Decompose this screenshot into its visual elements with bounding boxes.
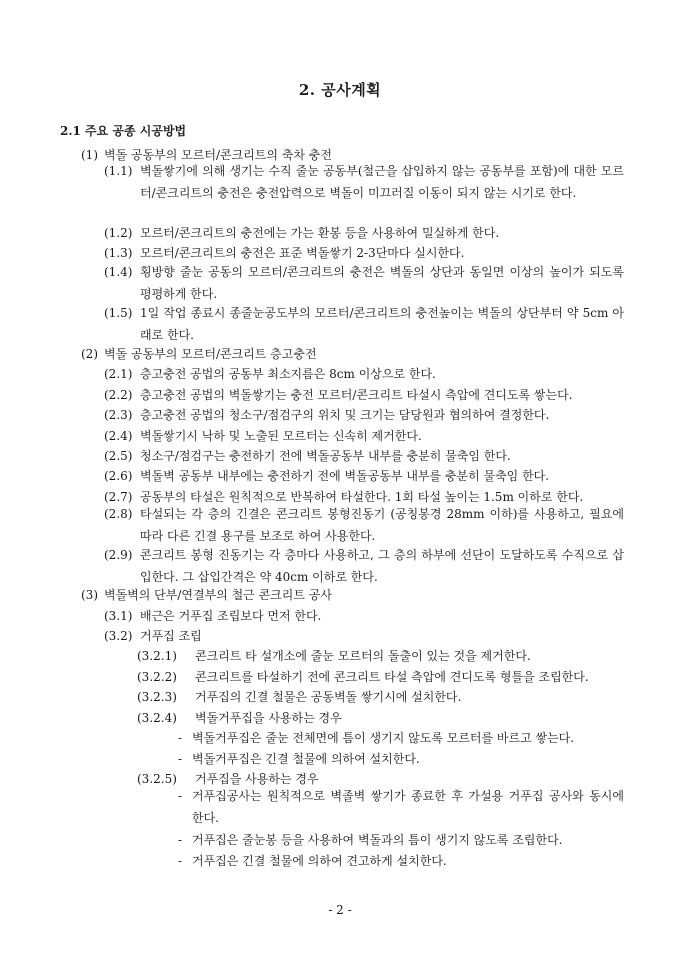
item-text: 거푸집 조립 — [140, 629, 202, 643]
item-text: 콘크리트 타 설개소에 줄눈 모르터의 돌출이 있는 것을 제거한다. — [195, 649, 531, 663]
list-item — [137, 648, 531, 664]
item-label: (1.5) — [104, 306, 133, 320]
item-text: 배근은 거푸집 조립보다 먼저 한다. — [140, 609, 322, 623]
item-text: 거푸집공사는 원칙적으로 벽졸벽 쌓기가 종료한 후 가설용 거푸집 공사와 동시에 한다. — [192, 789, 624, 825]
item-label: (2.5) — [104, 449, 133, 463]
item-label: (3.2.2) — [137, 670, 177, 684]
item-text: 벽돌거푸집은 긴결 철물에 의하여 설치한다. — [192, 752, 420, 766]
item-text: 거푸집의 긴결 철물은 공동벽돌 쌓기시에 설치한다. — [195, 690, 462, 704]
list-item — [104, 608, 321, 624]
item-text: 콘크리트를 타설하기 전에 콘크리트 타설 측압에 견디도록 형틀을 조립한다. — [195, 670, 589, 684]
list-item — [104, 387, 573, 403]
item-label: (1.2) — [104, 226, 133, 240]
item-text: 콘크리트 봉형 진동기는 각 층마다 사용하고, 그 층의 하부에 선단이 도달하도록 수직으로 삽입한다. 그 삽입간격은 약 40cm 이하로 한다. — [140, 548, 624, 584]
list-item — [137, 689, 461, 705]
list-item — [104, 225, 499, 241]
item-label: (2.4) — [104, 429, 133, 443]
list-item — [104, 161, 624, 204]
dash-marker: - — [178, 789, 183, 803]
item-text: 횡방향 줄눈 공동의 모르터/콘크리트의 충전은 벽돌의 상단과 동일면 이상의 높이가 되도록 평평하게 한다. — [140, 265, 624, 301]
list-item — [178, 751, 420, 767]
list-item — [81, 587, 332, 603]
item-label: (2.7) — [104, 490, 133, 504]
item-label: (3.2) — [104, 629, 133, 643]
item-label: (3.2.4) — [137, 711, 177, 725]
list-item — [178, 730, 574, 746]
list-item — [104, 448, 511, 464]
list-item — [137, 710, 342, 726]
item-text: 벽돌거푸집은 줄눈 전체면에 틈이 생기지 않도록 모르터를 바르고 쌓는다. — [192, 731, 575, 745]
list-item — [104, 245, 464, 261]
item-text: 벽돌벽의 단부/연결부의 철근 콘크리트 공사 — [104, 588, 332, 602]
item-label: (3) — [81, 588, 98, 602]
item-label: (2.8) — [104, 507, 133, 521]
item-text: 층고충전 공법의 공동부 최소지름은 8cm 이상으로 한다. — [140, 367, 436, 381]
list-item — [178, 853, 447, 869]
item-text: 거푸집은 줄눈봉 등을 사용하여 벽돌과의 틈이 생기지 않도록 조립한다. — [192, 833, 563, 847]
item-label: (3.2.1) — [137, 649, 177, 663]
item-text: 공동부의 타설은 원칙적으로 반복하여 타설한다. 1회 타설 높이는 1.5m 이하로 한다. — [140, 490, 584, 504]
dash-marker: - — [178, 731, 183, 745]
item-label: (3.2.3) — [137, 690, 177, 704]
item-text: 벽돌쌓기에 의해 생기는 수직 줄눈 공동부(철근을 삽입하지 않는 공동부를 포함)에 대한 모르터/콘크리트의 충전은 충전압력으로 벽돌이 미끄러질 이동이 되지 않는 시기로 한다. — [140, 164, 624, 200]
item-label: (1.4) — [104, 265, 133, 279]
item-label: (1) — [81, 148, 98, 162]
item-label: (2) — [81, 347, 98, 361]
item-text: 거푸집을 사용하는 경우 — [195, 772, 319, 786]
item-label: (2.9) — [104, 548, 133, 562]
section-heading: 2.1 주요 공종 시공방법 — [60, 124, 187, 138]
item-label: (3.2.5) — [137, 772, 177, 786]
list-item — [104, 504, 624, 547]
list-item — [104, 366, 436, 382]
item-text: 층고충전 공법의 청소구/점검구의 위치 및 크기는 담당원과 협의하여 결정한다. — [140, 408, 550, 422]
item-text: 벽돌 공동부의 모르터/콘크리트 층고충전 — [104, 347, 317, 361]
item-label: (2.2) — [104, 388, 133, 402]
item-text: 벽돌거푸집을 사용하는 경우 — [195, 711, 342, 725]
list-item — [104, 628, 202, 644]
dash-marker: - — [178, 833, 183, 847]
item-label: (2.6) — [104, 469, 133, 483]
list-item — [178, 786, 624, 829]
page-title: 2. 공사계획 — [298, 81, 382, 99]
list-item — [104, 428, 422, 444]
dash-marker: - — [178, 752, 183, 766]
item-text: 1일 작업 종료시 종줄눈공도부의 모르터/콘크리트의 충전높이는 벽돌의 상단부터 약 5cm 아래로 한다. — [140, 306, 624, 342]
list-item — [104, 468, 549, 484]
list-item — [137, 771, 319, 787]
list-item — [104, 303, 624, 346]
item-text: 층고충전 공법의 벽돌쌓기는 충전 모르터/콘크리트 타설시 측압에 견디도록 쌓는다. — [140, 388, 573, 402]
item-label: (2.3) — [104, 408, 133, 422]
list-item — [104, 489, 583, 505]
page-number: - 2 - — [328, 903, 352, 917]
list-item — [137, 669, 589, 685]
item-text: 거푸집은 긴결 철물에 의하여 견고하게 설치한다. — [192, 854, 447, 868]
item-text: 청소구/점검구는 충전하기 전에 벽돌공동부 내부를 충분히 물축임 한다. — [140, 449, 511, 463]
list-item — [81, 346, 317, 362]
item-text: 벽돌 공동부의 모르터/콘크리트의 축차 충전 — [104, 148, 332, 162]
list-item — [104, 262, 624, 305]
item-label: (2.1) — [104, 367, 133, 381]
list-item — [178, 832, 563, 848]
list-item — [104, 407, 549, 423]
item-text: 모르터/콘크리트의 충전에는 가는 환봉 등을 사용하여 밀실하게 한다. — [140, 226, 500, 240]
dash-marker: - — [178, 854, 183, 868]
item-label: (1.1) — [104, 164, 133, 178]
item-text: 모르터/콘크리트의 충전은 표준 벽돌쌓기 2-3단마다 실시한다. — [140, 246, 465, 260]
item-text: 타설되는 각 층의 긴결은 콘크리트 봉형진동기 (공칭봉경 28mm 이하)를 사용하고, 필요에 따라 다른 긴결 용구를 보조로 하여 사용한다. — [140, 507, 624, 543]
list-item — [104, 545, 624, 588]
item-label: (1.3) — [104, 246, 133, 260]
item-text: 벽돌쌓기시 낙하 및 노출된 모르터는 신속히 제거한다. — [140, 429, 422, 443]
item-label: (3.1) — [104, 609, 133, 623]
item-text: 벽돌벽 공동부 내부에는 충전하기 전에 벽돌공동부 내부를 충분히 물축임 한다. — [140, 469, 550, 483]
